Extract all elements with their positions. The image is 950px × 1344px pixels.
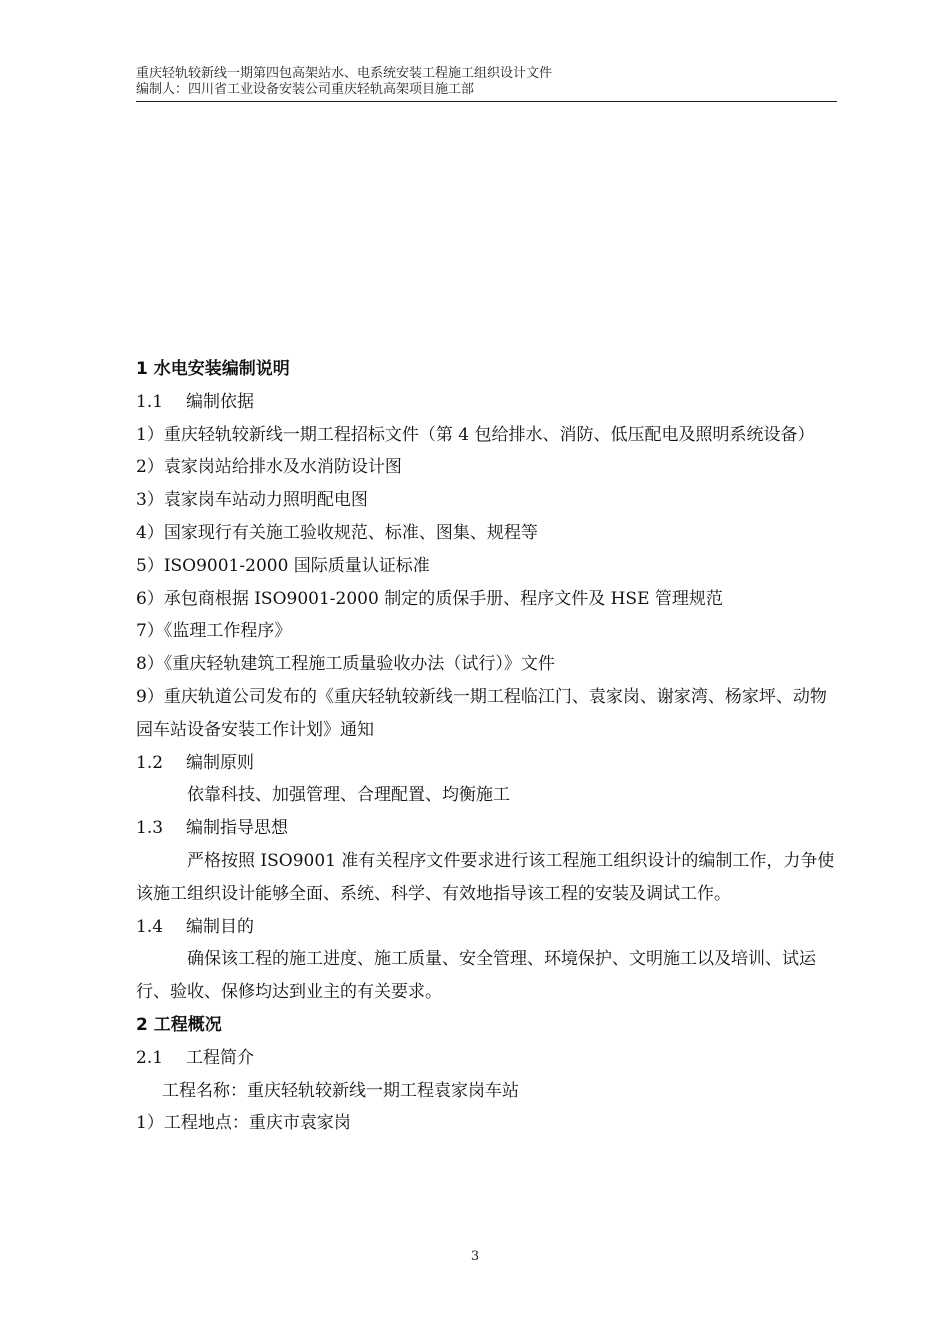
list-item: 2）袁家岗站给排水及水消防设计图 [136, 457, 402, 478]
list-item: 4）国家现行有关施工验收规范、标准、图集、规程等 [136, 522, 538, 543]
subsection-number: 1.2 [136, 752, 164, 773]
document-body [136, 353, 837, 1140]
header-line-2: 编制人：四川省工业设备安装公司重庆轻轨高架项目施工部 [136, 82, 475, 97]
list-item: 8）《重庆轻轨建筑工程施工质量验收办法（试行）》文件 [136, 654, 555, 675]
subsection-title: 工程简介 [186, 1047, 254, 1068]
subsection-title: 编制指导思想 [186, 818, 288, 839]
subsection-2-1-heading [136, 1042, 837, 1075]
list-item: 1）重庆轻轨较新线一期工程招标文件（第 4 包给排水、消防、低压配电及照明系统设备） [136, 424, 815, 445]
subsection-1-3-heading [136, 812, 837, 845]
list-item: 9）重庆轨道公司发布的《重庆轻轨较新线一期工程临江门、袁家岗、谢家湾、杨家坪、动物园车站设备安装工作计划》通知 [136, 686, 827, 740]
section-2-heading: 2 工程概况 [136, 1014, 222, 1035]
subsection-1-2-heading [136, 747, 837, 780]
list-item: 6）承包商根据 ISO9001-2000 制定的质保手册、程序文件及 HSE 管理规范 [136, 588, 723, 609]
subsection-title: 编制目的 [186, 916, 254, 937]
paragraph: 依靠科技、加强管理、合理配置、均衡施工 [187, 785, 510, 806]
subsection-title: 编制原则 [186, 752, 254, 773]
page-header [136, 66, 837, 98]
subsection-1-4-heading [136, 911, 837, 944]
section-1-heading: 1 水电安装编制说明 [136, 359, 290, 379]
header-line-1: 重庆轻轨较新线一期第四包高架站水、电系统安装工程施工组织设计文件 [136, 66, 553, 81]
header-divider [136, 101, 837, 102]
project-location: 1）工程地点：重庆市袁家岗 [136, 1113, 351, 1134]
subsection-1-1-heading [136, 386, 837, 419]
subsection-number: 1.4 [136, 916, 164, 937]
subsection-number: 1.1 [136, 391, 164, 412]
list-item: 3）袁家岗车站动力照明配电图 [136, 490, 368, 511]
subsection-number: 1.3 [136, 818, 164, 839]
paragraph: 确保该工程的施工进度、施工质量、安全管理、环境保护、文明施工以及培训、试运行、验收、保修均达到业主的有关要求。 [136, 949, 816, 1003]
list-item: 7）《监理工作程序》 [136, 621, 292, 642]
subsection-number: 2.1 [136, 1047, 164, 1068]
list-item: 5）ISO9001-2000 国际质量认证标准 [136, 555, 430, 576]
page-number: 3 [470, 1249, 480, 1264]
project-name: 工程名称：重庆轻轨较新线一期工程袁家岗车站 [162, 1080, 519, 1101]
paragraph: 严格按照 ISO9001 准有关程序文件要求进行该工程施工组织设计的编制工作，力争使该施工组织设计能够全面、系统、科学、有效地指导该工程的安装及调试工作。 [136, 850, 835, 904]
subsection-title: 编制依据 [186, 391, 254, 412]
